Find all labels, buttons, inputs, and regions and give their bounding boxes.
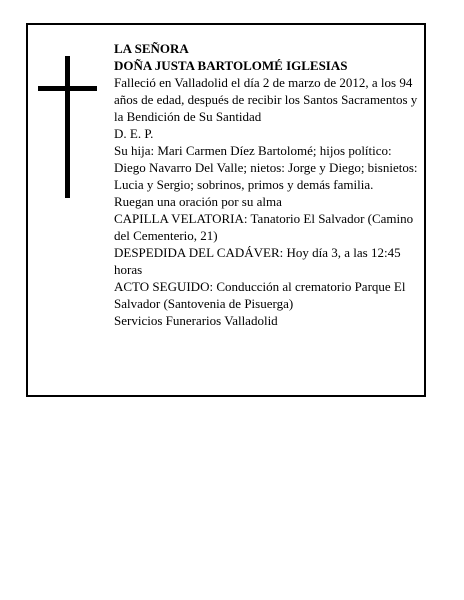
obituary-title-line-2: DOÑA JUSTA BARTOLOMÉ IGLESIAS [114,58,348,73]
cremation-info: ACTO SEGUIDO: Conducción al crematorio Parque El Salvador (Santovenia de Pisuerga) [114,279,406,311]
obituary-notice [26,23,426,397]
family-list: Su hija: Mari Carmen Díez Bartolomé; hijos político: Diego Navarro Del Valle; nietos: Jorge y Diego; bisnietos: Lucia y Sergio; sobrinos, primos y demás familia. [114,143,418,192]
funeral-chapel: CAPILLA VELATORIA: Tanatorio El Salvador (Camino del Cementerio, 21) [114,211,414,243]
funeral-service-provider: Servicios Funerarios Valladolid [114,313,278,328]
death-announcement: Falleció en Valladolid el día 2 de marzo de 2012, a los 94 años de edad, después de recibir los Santos Sacramentos y la Bendición de Su Santidad [114,75,418,124]
cross-horizontal-bar [38,86,97,91]
prayer-request: Ruegan una oración por su alma [114,194,282,209]
cross-vertical-bar [65,56,70,198]
obituary-title-line-1: LA SEÑORA [114,41,189,56]
rest-in-peace: D. E. P. [114,126,154,141]
cross-icon [38,56,97,198]
farewell-time: DESPEDIDA DEL CADÁVER: Hoy día 3, a las 12:45 horas [114,245,401,277]
obituary-text [114,40,424,329]
